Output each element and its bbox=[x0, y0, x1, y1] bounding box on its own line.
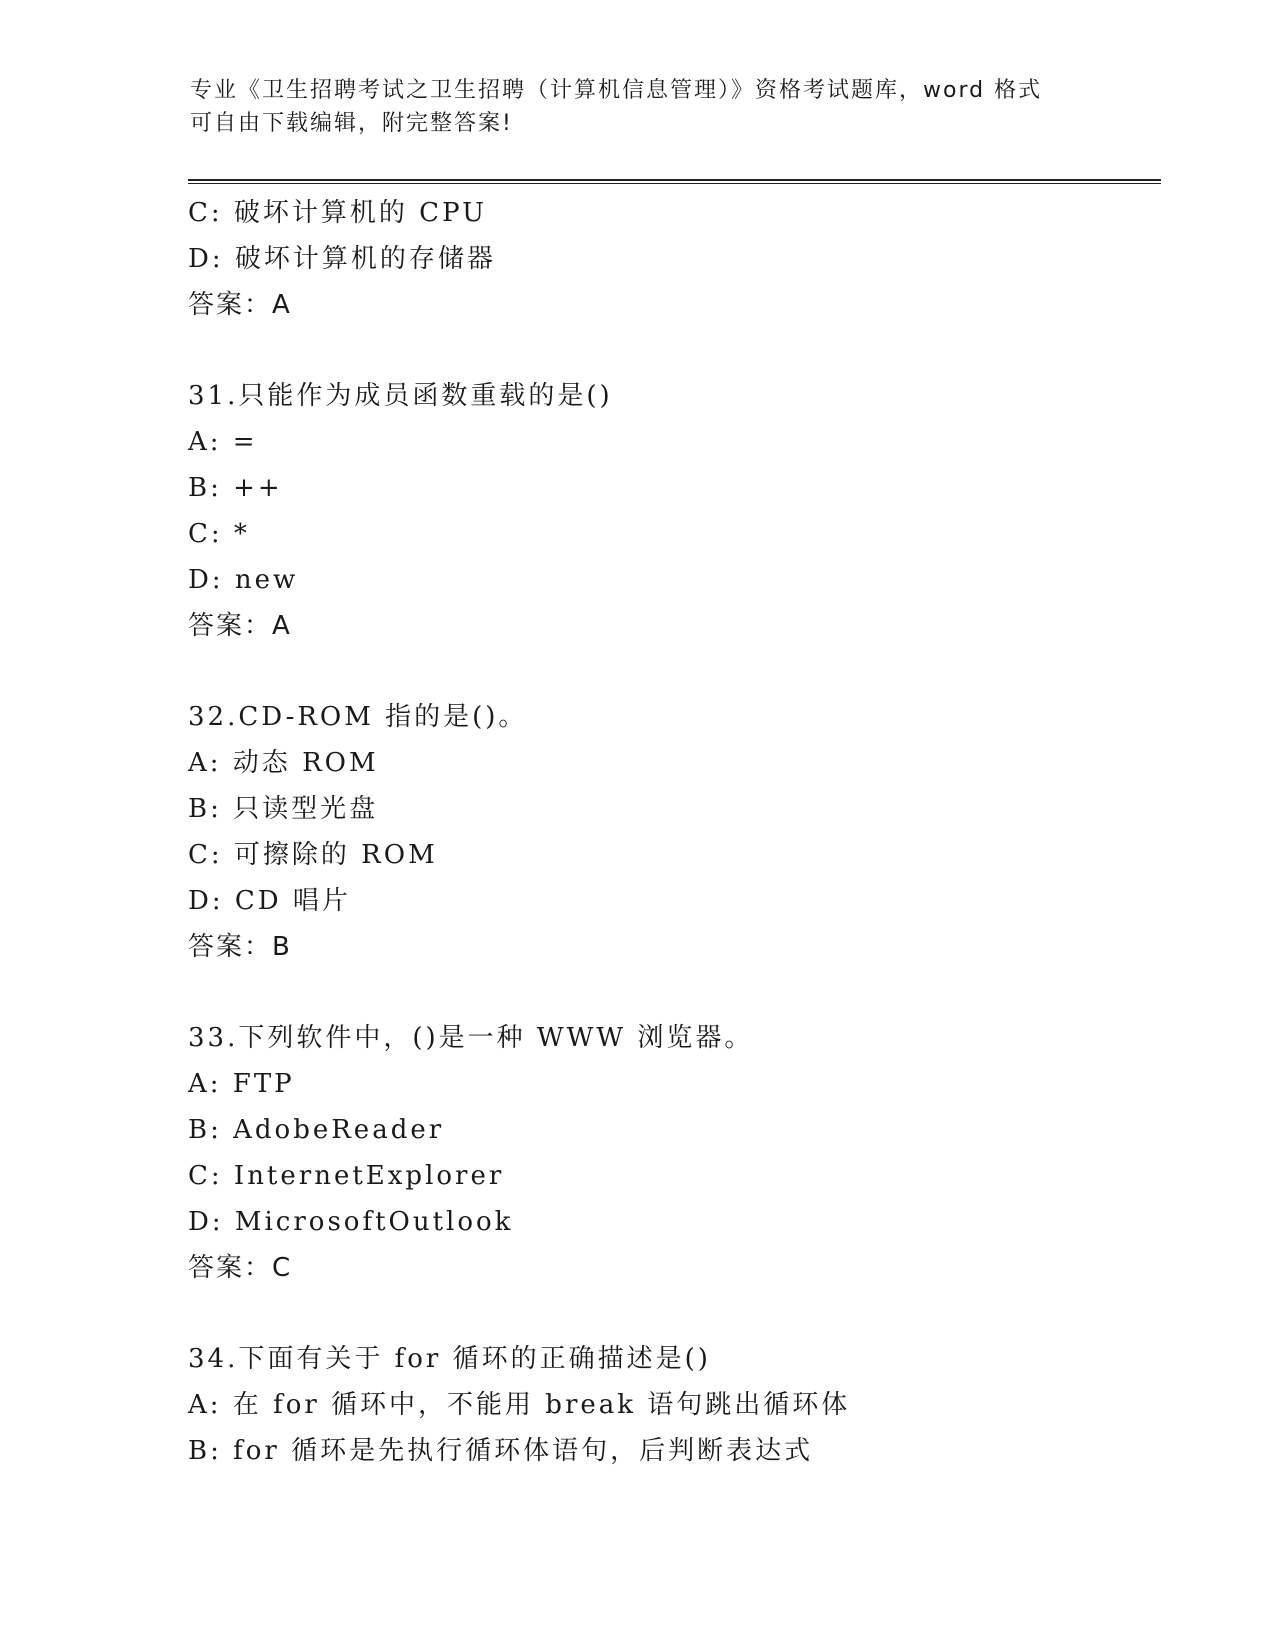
option-c: C: * bbox=[188, 519, 250, 549]
answer: 答案：A bbox=[188, 611, 292, 641]
option-a: A: = bbox=[188, 427, 258, 457]
option-d: D: new bbox=[188, 565, 299, 595]
question-33 bbox=[188, 1015, 1148, 1291]
option-a: A: 动态 ROM bbox=[188, 748, 379, 778]
question-30-partial bbox=[188, 190, 1148, 328]
option-d: D: MicrosoftOutlook bbox=[188, 1207, 514, 1237]
question-31 bbox=[188, 373, 1148, 649]
option-a: A: 在 for 循环中，不能用 break 语句跳出循环体 bbox=[188, 1390, 851, 1420]
answer: 答案：C bbox=[188, 1253, 293, 1283]
question-34 bbox=[188, 1336, 1148, 1474]
question-list bbox=[188, 190, 1148, 1474]
document-header bbox=[190, 74, 1090, 140]
answer: 答案：B bbox=[188, 932, 292, 962]
answer: 答案：A bbox=[188, 290, 292, 320]
question-32 bbox=[188, 694, 1148, 970]
option-b: B: ++ bbox=[188, 473, 283, 503]
option-b: B: for 循环是先执行循环体语句，后判断表达式 bbox=[188, 1436, 814, 1466]
option-c: C: 破坏计算机的 CPU bbox=[188, 198, 488, 228]
question-stem: 32.CD-ROM 指的是()。 bbox=[188, 702, 528, 732]
header-line-1: 专业《卫生招聘考试之卫生招聘（计算机信息管理）》资格考试题库，word 格式 bbox=[190, 78, 1043, 103]
option-b: B: AdobeReader bbox=[188, 1115, 445, 1145]
option-a: A: FTP bbox=[188, 1069, 295, 1099]
option-c: C: 可擦除的 ROM bbox=[188, 840, 438, 870]
question-stem: 34.下面有关于 for 循环的正确描述是() bbox=[188, 1344, 711, 1374]
option-d: D: CD 唱片 bbox=[188, 886, 351, 916]
question-stem: 33.下列软件中，()是一种 WWW 浏览器。 bbox=[188, 1023, 754, 1053]
option-b: B: 只读型光盘 bbox=[188, 794, 379, 824]
option-c: C: InternetExplorer bbox=[188, 1161, 505, 1191]
header-divider bbox=[188, 179, 1161, 184]
option-d: D: 破坏计算机的存储器 bbox=[188, 244, 496, 274]
header-line-2: 可自由下载编辑，附完整答案! bbox=[190, 111, 513, 136]
question-stem: 31.只能作为成员函数重载的是() bbox=[188, 381, 613, 411]
